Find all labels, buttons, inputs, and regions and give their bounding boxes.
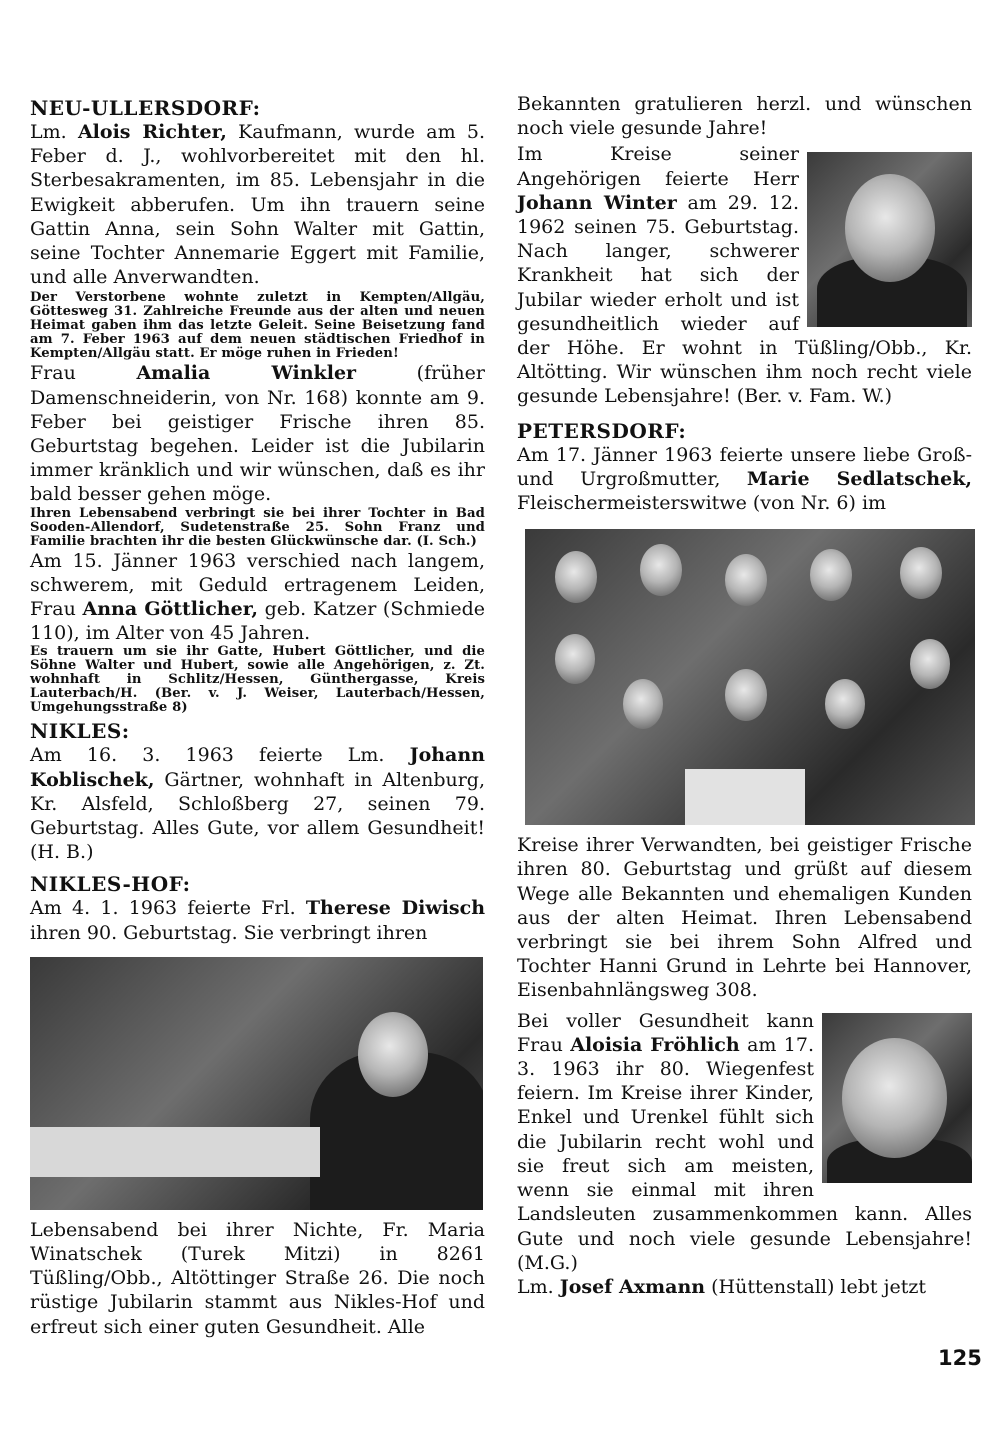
- paragraph-winter: Im Kreise seiner Angehörigen feierte Herr Johann Winter am 29. 12. 1962 seinen 75. Geburtstag. Nach langer, schwerer Krankheit hat sich der Jubilar wieder erholt und ist gesundheitlich wieder auf der Höhe. Er wohnt in Tüßling/Obb., Kr. Altötting. Wir wünschen ihm noch recht viele gesunde Lebensjahre! (Ber. v. Fam. W.): [517, 143, 972, 408]
- paragraph-winkler: Frau Amalia Winkler (früher Damenschneiderin, von Nr. 168) konnte am 9. Feber bei geistiger Frische ihren 85. Geburtstag begehen. Leider ist die Jubilarin immer kränklich und wir wünschen, daß es ihr bald besser gehen möge.: [30, 362, 485, 506]
- paragraph-koblischek: Am 16. 3. 1963 feierte Lm. Johann Koblischek, Gärtner, wohnhaft in Altenburg, Kr. Alsfeld, Schloßberg 27, seinen 79. Geburtstag. Alles Gute, vor allem Gesundheit! (H. B.): [30, 744, 485, 864]
- paragraph-diwisch: Am 4. 1. 1963 feierte Frl. Therese Diwisch ihren 90. Geburtstag. Sie verbringt ihren: [30, 897, 486, 944]
- heading-nikles: NIKLES:: [30, 719, 130, 744]
- heading-nikles-hof: NIKLES-HOF:: [30, 872, 191, 897]
- paragraph-richter: Lm. Alois Richter, Kaufmann, wurde am 5. Feber d. J., wohlvorbereitet mit den hl. Sterbesakramenten, im 85. Lebensjahr in die Ewigkeit abberufen. Um ihn trauern seine Gattin Anna, sein Sohn Walter mit Gattin, seine Tochter Annemarie Eggert mit Familie, und alle Anverwandten.: [30, 121, 485, 289]
- heading-neu-ullersdorf: NEU-ULLERSDORF:: [30, 96, 261, 120]
- note-goettlicher: Es trauern um sie ihr Gatte, Hubert Göttlicher, und die Söhne Walter und Hubert, sowie alle Angehörigen, z. Zt. wohnhaft in Schlitz/Hessen, Günthergasse, Kreis Lauterbach/H. (Ber. v. J. Weiser, Lauterbach/Hessen, Umgehungsstraße 8): [30, 644, 485, 716]
- photo-winter: [807, 152, 972, 327]
- photo-diwisch: [30, 957, 483, 1210]
- photo-family-group: [525, 529, 975, 825]
- right-column: [517, 92, 972, 1299]
- paragraph-goettlicher: Am 15. Jänner 1963 verschied nach langem, schwerem, mit Geduld ertragenem Leiden, Frau Anna Göttlicher, geb. Katzer (Schmiede 110), im Alter von 45 Jahren.: [30, 549, 485, 645]
- paragraph-sedlatschek-cont: Kreise ihrer Verwandten, bei geistiger Frische ihren 80. Geburtstag und grüßt auf diesem Wege alle Bekannten und ehemaligen Kunden aus der alten Heimat. Ihren Lebensabend verbringt sie bei ihrem Sohn Alfred und Tochter Hanni Grund in Lehrte bei Hannover, Eisenbahnlängsweg 308.: [517, 834, 972, 1002]
- note-richter: Der Verstorbene wohnte zuletzt in Kempten/Allgäu, Göttesweg 31. Zahlreiche Freunde aus der alten und neuen Heimat gaben ihm das letzte Geleit. Seine Beisetzung fand am 7. Feber 1963 auf dem neuen städtischen Friedhof in Kempten/Allgäu statt. Er möge ruhen in Frieden!: [30, 290, 485, 362]
- paragraph-diwisch-cont: Lebensabend bei ihrer Nichte, Fr. Maria Winatschek (Turek Mitzi) in 8261 Tüßling/Obb., Altöttinger Straße 26. Die noch rüstige Jubilarin stammt aus Nikles-Hof und erfreut sich einer guten Gesundheit. Alle: [30, 1218, 485, 1338]
- paragraph-sedlatschek: Am 17. Jänner 1963 feierte unsere liebe Groß- und Urgroßmutter, Marie Sedlatschek, Fleischermeisterswitwe (von Nr. 6) im: [517, 443, 972, 515]
- heading-petersdorf: PETERSDORF:: [517, 418, 687, 443]
- page-number: 125: [938, 1346, 982, 1370]
- left-column: [30, 92, 485, 1339]
- photo-froehlich: [822, 1013, 972, 1183]
- note-winkler: Ihren Lebensabend verbringt sie bei ihrer Tochter in Bad Sooden-Allendorf, Sudetenstraße 25. Sohn Franz und Familie brachten ihr die besten Glückwünsche dar. (I. Sch.): [30, 505, 485, 549]
- paragraph-froehlich: Bei voller Gesundheit kann Frau Aloisia Fröhlich am 17. 3. 1963 ihr 80. Wiegenfest feiern. Im Kreise ihrer Kinder, Enkel und Urenkel fühlt sich die Jubilarin recht wohl und sie freut sich am meisten, wenn sie einmal mit ihren Landsleuten zusammenkommen kann. Alles Gute und noch viele gesunde Lebensjahre! (M.G.): [517, 1009, 972, 1274]
- paragraph-axmann: Lm. Josef Axmann (Hüttenstall) lebt jetzt: [517, 1275, 926, 1298]
- paragraph-greeting: Bekannten gratulieren herzl. und wünschen noch viele gesunde Jahre!: [517, 93, 972, 140]
